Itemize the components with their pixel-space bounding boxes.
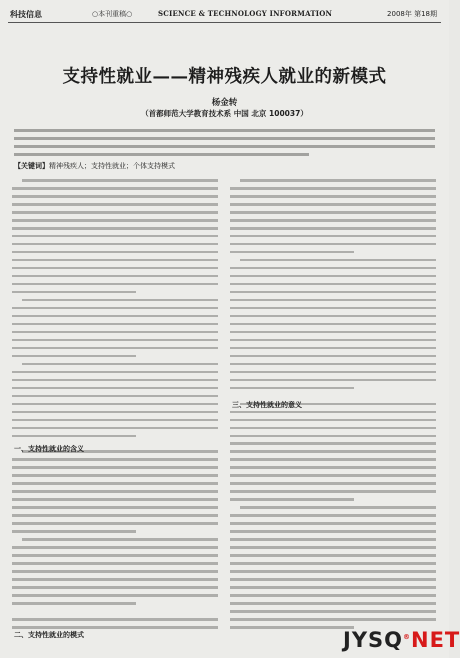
body-text-line bbox=[230, 626, 354, 629]
body-text-line bbox=[230, 450, 436, 453]
body-text-line bbox=[12, 419, 218, 422]
body-text-line bbox=[12, 490, 218, 493]
body-text-line bbox=[12, 235, 218, 238]
body-text-line bbox=[12, 506, 218, 509]
body-text-line bbox=[240, 259, 436, 262]
body-text-line bbox=[12, 291, 136, 294]
body-text-line bbox=[12, 546, 218, 549]
body-text-line bbox=[230, 554, 436, 557]
body-text-line bbox=[12, 259, 218, 262]
site-watermark-logo bbox=[343, 628, 460, 654]
keywords-text: 精神残疾人；支持性就业；个体支持模式 bbox=[49, 162, 175, 170]
body-text-line bbox=[12, 530, 136, 533]
logo-mark: ® bbox=[403, 633, 411, 641]
body-text-line bbox=[12, 331, 218, 334]
running-header bbox=[0, 0, 449, 26]
body-text-line bbox=[12, 570, 218, 573]
body-text-line bbox=[12, 275, 218, 278]
body-text-line bbox=[12, 554, 218, 557]
body-text-line bbox=[12, 498, 218, 501]
body-text-line bbox=[22, 363, 218, 366]
body-text-line bbox=[230, 379, 436, 382]
body-text-line bbox=[230, 538, 436, 541]
body-text-line bbox=[230, 299, 436, 302]
body-text-line bbox=[12, 203, 218, 206]
body-text-line bbox=[230, 427, 436, 430]
body-text-line bbox=[12, 578, 218, 581]
issue-number: 2008年 第18期 bbox=[387, 10, 437, 18]
logo-prefix: JYSQ bbox=[343, 628, 403, 652]
body-text-line bbox=[12, 586, 218, 589]
body-text-line bbox=[12, 594, 218, 597]
body-text-line bbox=[12, 379, 218, 382]
body-text-line bbox=[12, 267, 218, 270]
logo-suffix: NET bbox=[411, 628, 460, 652]
author-affiliation: （首都师范大学教育技术系 中国 北京 100037） bbox=[141, 109, 308, 118]
body-text-line bbox=[230, 562, 436, 565]
body-text-line bbox=[230, 195, 436, 198]
section-heading: 三、支持性就业的意义 bbox=[232, 401, 302, 409]
body-text-line bbox=[12, 562, 218, 565]
abstract bbox=[14, 124, 435, 161]
abstract-text-line bbox=[14, 145, 435, 148]
article-title: 支持性就业——精神残疾人就业的新模式 bbox=[62, 67, 387, 87]
body-text-line bbox=[22, 538, 218, 541]
journal-english-title: SCIENCE & TECHNOLOGY INFORMATION bbox=[158, 9, 333, 18]
body-text-line bbox=[12, 602, 136, 605]
body-text-line bbox=[12, 283, 218, 286]
body-text-line bbox=[12, 227, 218, 230]
header-rule bbox=[8, 22, 441, 23]
column-name: ○本刊重稿○ bbox=[92, 10, 133, 18]
body-text-line bbox=[12, 195, 218, 198]
abstract-text-line bbox=[14, 137, 435, 140]
body-text-line bbox=[230, 267, 436, 270]
body-text-line bbox=[12, 482, 218, 485]
body-column-left bbox=[12, 179, 218, 634]
body-text-line bbox=[230, 211, 436, 214]
body-text-line bbox=[230, 275, 436, 278]
body-text-line bbox=[230, 586, 436, 589]
body-text-line bbox=[22, 179, 218, 182]
body-text-line bbox=[12, 458, 218, 461]
body-text-line bbox=[12, 474, 218, 477]
abstract-text-line bbox=[14, 129, 435, 132]
body-text-line bbox=[12, 427, 218, 430]
body-text-line bbox=[230, 251, 354, 254]
body-text-line bbox=[230, 490, 436, 493]
body-text-line bbox=[230, 283, 436, 286]
body-text-line bbox=[230, 371, 436, 374]
body-text-line bbox=[230, 395, 436, 398]
section-heading: 一、支持性就业的含义 bbox=[14, 445, 84, 453]
body-text-line bbox=[230, 339, 436, 342]
body-text-line bbox=[230, 546, 436, 549]
body-text-line bbox=[12, 323, 218, 326]
body-text-line bbox=[12, 355, 136, 358]
body-text-line bbox=[230, 219, 436, 222]
body-text-line bbox=[230, 387, 354, 390]
body-text-line bbox=[230, 347, 436, 350]
body-text-line bbox=[12, 395, 218, 398]
body-text-line bbox=[230, 498, 354, 501]
keywords-tag: 【关键词】 bbox=[14, 162, 49, 170]
body-text-line bbox=[12, 371, 218, 374]
body-text-line bbox=[12, 435, 136, 438]
body-text-line bbox=[230, 482, 436, 485]
body-text-line bbox=[230, 363, 436, 366]
body-text-line bbox=[230, 355, 436, 358]
body-text-line bbox=[12, 347, 218, 350]
body-text-line bbox=[230, 578, 436, 581]
body-text-line bbox=[12, 219, 218, 222]
body-text-line bbox=[230, 419, 436, 422]
body-text-line bbox=[12, 315, 218, 318]
body-text-line bbox=[230, 435, 436, 438]
body-text-line bbox=[230, 331, 436, 334]
body-text-line bbox=[12, 387, 218, 390]
body-text-line bbox=[230, 227, 436, 230]
body-text-line bbox=[230, 307, 436, 310]
body-text-line bbox=[230, 187, 436, 190]
body-text-line bbox=[12, 243, 218, 246]
body-text-line bbox=[230, 466, 436, 469]
body-text-line bbox=[12, 610, 218, 613]
body-text-line bbox=[230, 235, 436, 238]
body-text-line bbox=[230, 602, 436, 605]
body-text-line bbox=[230, 570, 436, 573]
body-text-line bbox=[12, 403, 218, 406]
body-text-line bbox=[12, 466, 218, 469]
body-text-line bbox=[12, 514, 218, 517]
body-text-line bbox=[12, 411, 218, 414]
body-text-line bbox=[230, 594, 436, 597]
keywords-line bbox=[14, 161, 175, 171]
body-text-line bbox=[230, 411, 436, 414]
body-text-line bbox=[230, 291, 436, 294]
body-text-line bbox=[12, 626, 218, 629]
body-text-line bbox=[230, 522, 436, 525]
body-text-line bbox=[12, 211, 218, 214]
body-text-line bbox=[12, 618, 218, 621]
body-text-line bbox=[240, 506, 436, 509]
body-text-line bbox=[230, 610, 436, 613]
body-text-line bbox=[230, 323, 436, 326]
body-text-line bbox=[230, 243, 436, 246]
body-text-line bbox=[12, 187, 218, 190]
journal-name: 科技信息 bbox=[10, 10, 42, 19]
body-text-line bbox=[12, 307, 218, 310]
body-text-line bbox=[12, 522, 218, 525]
body-text-line bbox=[230, 315, 436, 318]
body-text-line bbox=[230, 474, 436, 477]
body-text-line bbox=[12, 339, 218, 342]
body-text-line bbox=[230, 530, 436, 533]
body-text-line bbox=[230, 203, 436, 206]
body-text-line bbox=[240, 179, 436, 182]
body-text-line bbox=[230, 618, 436, 621]
article-author: 杨金转 bbox=[211, 98, 238, 108]
body-text-line bbox=[22, 299, 218, 302]
body-text-line bbox=[12, 251, 218, 254]
body-text-line bbox=[230, 442, 436, 445]
body-text-line bbox=[230, 458, 436, 461]
abstract-text-line bbox=[14, 153, 309, 156]
body-text-line bbox=[230, 514, 436, 517]
section-heading: 二、支持性就业的模式 bbox=[14, 631, 84, 639]
